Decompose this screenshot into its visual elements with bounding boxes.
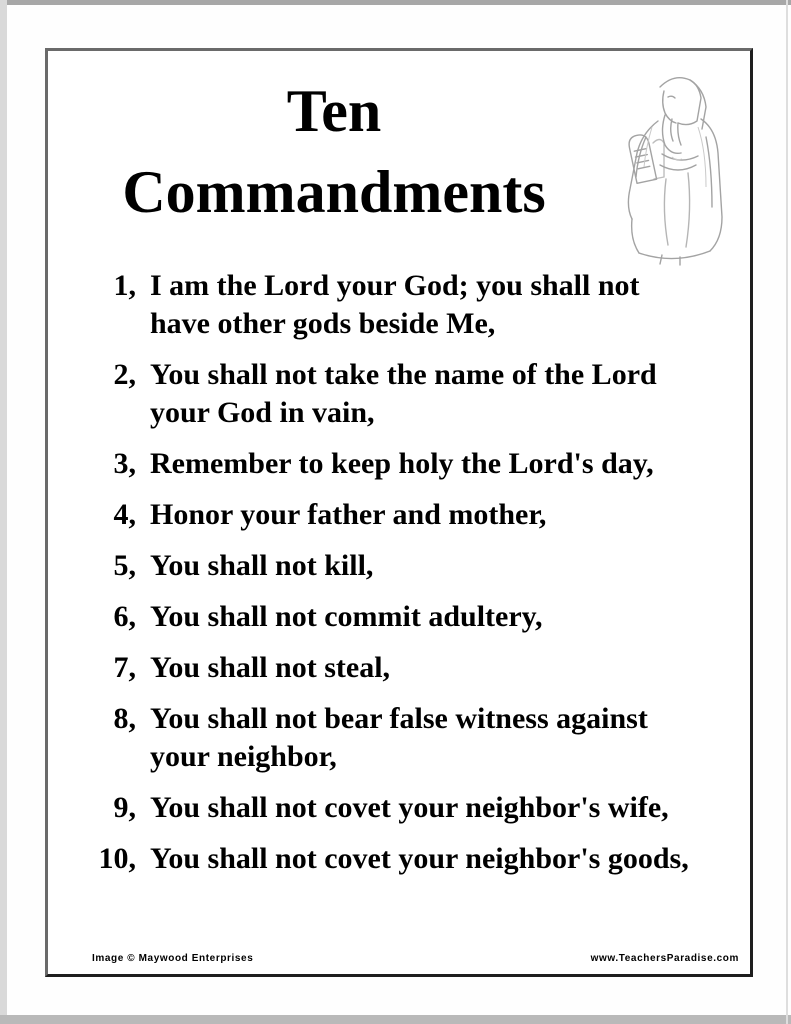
commandment-item-1 bbox=[48, 267, 750, 343]
commandment-number: 9, bbox=[113, 791, 136, 824]
commandment-item-2 bbox=[48, 356, 750, 432]
commandment-text: Remember to keep holy the Lord's day, bbox=[150, 447, 654, 480]
commandment-item-3 bbox=[48, 445, 750, 483]
commandment-text: You shall not take the name of the Lord your God in vain, bbox=[150, 358, 657, 429]
top-edge-bar bbox=[0, 0, 791, 5]
page-title bbox=[48, 77, 620, 227]
commandment-number: 2, bbox=[113, 358, 136, 391]
image-credit-text: Image © Maywood Enterprises bbox=[92, 953, 254, 964]
commandment-number: 3, bbox=[113, 447, 136, 480]
commandment-number: 6, bbox=[113, 600, 136, 633]
commandment-item-9 bbox=[48, 789, 750, 827]
source-website-text: www.TeachersParadise.com bbox=[590, 953, 739, 964]
commandment-number: 7, bbox=[113, 651, 136, 684]
commandment-number: 5, bbox=[113, 549, 136, 582]
commandment-text: You shall not covet your neighbor's wife, bbox=[150, 791, 669, 824]
commandment-text: You shall not kill, bbox=[150, 549, 374, 582]
commandment-text: I am the Lord your God; you shall not have other gods beside Me, bbox=[150, 269, 640, 340]
moses-illustration bbox=[602, 67, 744, 272]
commandment-number: 10, bbox=[98, 842, 136, 875]
commandment-text: You shall not steal, bbox=[150, 651, 391, 684]
page-border-frame bbox=[45, 48, 753, 977]
commandment-text: You shall not commit adultery, bbox=[150, 600, 543, 633]
commandment-item-4 bbox=[48, 496, 750, 534]
page-title-line2: Commandments bbox=[122, 159, 546, 225]
commandment-number: 1, bbox=[113, 269, 136, 302]
commandment-item-7 bbox=[48, 649, 750, 687]
commandment-item-8 bbox=[48, 700, 750, 776]
commandment-item-5 bbox=[48, 547, 750, 585]
commandment-number: 4, bbox=[113, 498, 136, 531]
commandment-text: Honor your father and mother, bbox=[150, 498, 547, 531]
commandment-item-6 bbox=[48, 598, 750, 636]
commandment-item-10 bbox=[48, 840, 750, 878]
right-edge-line bbox=[786, 0, 788, 1024]
commandments-list bbox=[48, 267, 750, 878]
bottom-edge-bar bbox=[0, 1015, 791, 1024]
commandment-text: You shall not bear false witness against your neighbor, bbox=[150, 702, 648, 773]
commandment-number: 8, bbox=[113, 702, 136, 735]
commandment-text: You shall not covet your neighbor's goods, bbox=[150, 842, 689, 875]
left-edge-strip bbox=[0, 0, 7, 1024]
page-title-line1: Ten bbox=[286, 78, 382, 144]
